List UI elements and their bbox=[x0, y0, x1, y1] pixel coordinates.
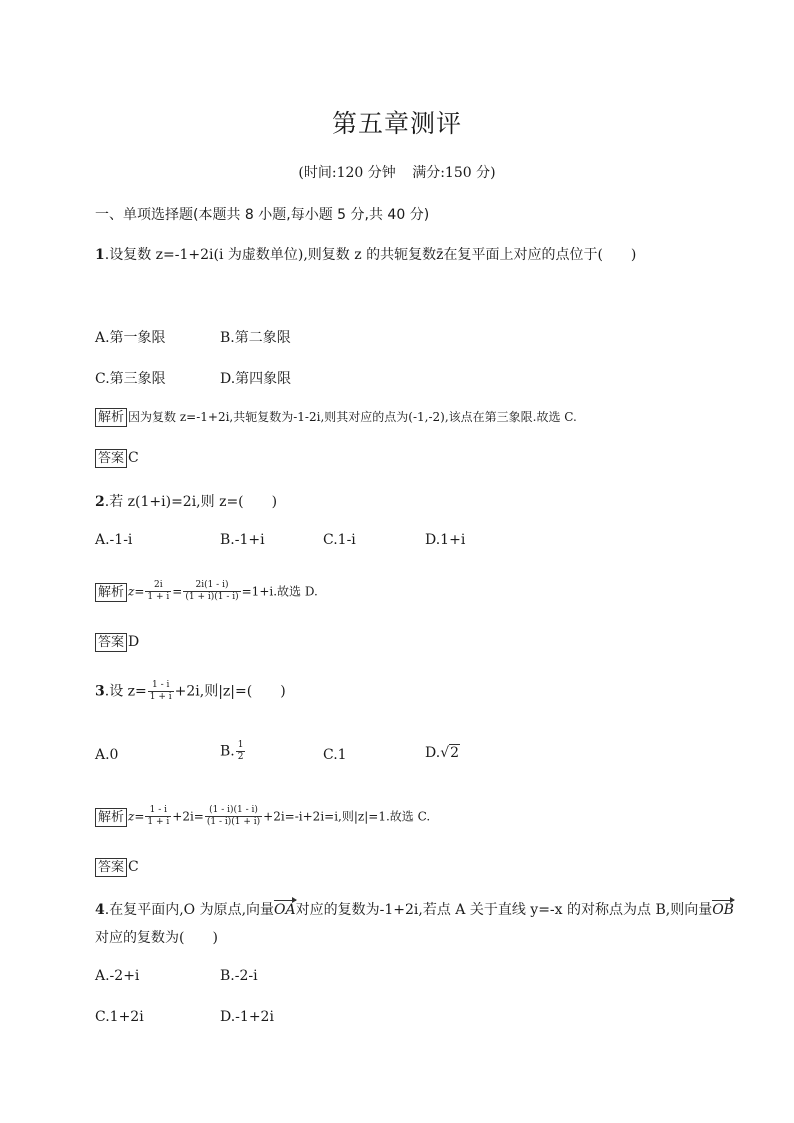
option-d[interactable]: D.第四象限 bbox=[220, 371, 292, 387]
option-a[interactable]: A.-1-i bbox=[95, 532, 133, 548]
answer-value: C bbox=[128, 859, 139, 875]
option-d[interactable]: D.-1+2i bbox=[220, 1009, 274, 1025]
answer-tag: 答案 bbox=[95, 633, 127, 652]
denominator: 1 + i bbox=[147, 817, 170, 827]
question-text: .若 z(1+i)=2i,则 z=( ) bbox=[104, 494, 278, 510]
fraction bbox=[205, 805, 262, 828]
answer-2 bbox=[95, 633, 139, 652]
option-a[interactable]: A.-2+i bbox=[95, 968, 140, 984]
denominator: (1 + i)(1 - i) bbox=[185, 592, 239, 602]
option-c[interactable]: C.第三象限 bbox=[95, 371, 166, 387]
question-text: +2i,则|z|=( ) bbox=[174, 683, 286, 700]
analysis-1 bbox=[95, 408, 577, 427]
numerator: 1 bbox=[237, 740, 244, 750]
question-4-cont: 对应的复数为( ) bbox=[95, 930, 218, 946]
analysis-tag: 解析 bbox=[95, 408, 127, 427]
solution-middle: +2i= bbox=[172, 809, 204, 824]
analysis-3 bbox=[95, 805, 430, 828]
exam-info bbox=[0, 162, 794, 182]
answer-tag: 答案 bbox=[95, 449, 127, 468]
analysis-tag: 解析 bbox=[95, 583, 127, 602]
numerator: (1 - i)(1 - i) bbox=[205, 805, 262, 817]
radicand: 2 bbox=[450, 745, 460, 761]
question-3 bbox=[95, 680, 286, 703]
question-number: 2 bbox=[95, 494, 105, 510]
question-text: 对应的复数为-1+2i,若点 A 关于直线 y=-x 的对称点为点 B,则向量 bbox=[295, 902, 713, 918]
denominator: 2 bbox=[237, 752, 244, 762]
solution-prefix: z= bbox=[128, 809, 145, 824]
option-a[interactable]: A.0 bbox=[95, 747, 119, 763]
option-b[interactable]: B.-1+i bbox=[220, 532, 265, 548]
question-number: 3 bbox=[95, 683, 105, 700]
question-4 bbox=[95, 899, 734, 919]
exam-score: 满分:150 分) bbox=[412, 165, 496, 181]
sqrt: √2 bbox=[440, 745, 460, 761]
page-title: 第五章测评 bbox=[331, 109, 462, 138]
analysis-text: 因为复数 z=-1+2i,共轭复数为-1-2i,则其对应的点为(-1,-2),该点在第三象限.故选 C. bbox=[128, 410, 577, 424]
answer-3 bbox=[95, 858, 139, 877]
answer-1 bbox=[95, 449, 139, 468]
option-d[interactable]: D.1+i bbox=[425, 532, 466, 548]
numerator: 2i(1 - i) bbox=[183, 580, 240, 592]
fraction bbox=[145, 805, 171, 828]
option-c[interactable]: C.1 bbox=[323, 747, 347, 763]
question-1 bbox=[95, 244, 636, 264]
analysis-2: 解析 z= $\frac{2i}{1 + i}$ = $\frac{2i(1 - i)}{(1 + i)(1 - i)}$ =1+i.故选 D. bbox=[95, 580, 318, 603]
fraction bbox=[183, 580, 240, 603]
denominator: (1 - i)(1 + i) bbox=[206, 817, 261, 827]
question-text: .在复平面内,O 为原点,向量 bbox=[104, 902, 275, 918]
section-heading: 一、单项选择题(本题共 8 小题,每小题 5 分,共 40 分) bbox=[95, 207, 430, 223]
vector-ob: OB bbox=[712, 902, 734, 918]
answer-tag: 答案 bbox=[95, 858, 127, 877]
denominator: 1 + i bbox=[147, 592, 170, 602]
vector-oa: OA bbox=[274, 902, 296, 918]
numerator: 2i bbox=[145, 580, 171, 592]
question-number: 1 bbox=[95, 247, 105, 263]
denominator: 1 + i bbox=[149, 692, 172, 702]
option-label: D. bbox=[425, 745, 441, 761]
option-c[interactable]: C.1-i bbox=[323, 532, 356, 548]
solution-prefix: z= bbox=[128, 584, 145, 599]
numerator: 1 - i bbox=[148, 680, 174, 692]
answer-value: D bbox=[128, 634, 140, 650]
question-text: .设 z= bbox=[104, 683, 147, 700]
option-b[interactable] bbox=[220, 740, 246, 763]
question-text: .设复数 z=-1+2i(i 为虚数单位),则复数 z 的共轭复数z̄在复平面上对应的点位于( ) bbox=[104, 247, 637, 263]
solution-suffix: +2i=-i+2i=i,则|z|=1.故选 C. bbox=[263, 809, 431, 824]
answer-value: C bbox=[128, 450, 139, 466]
question-number: 4 bbox=[95, 902, 105, 918]
solution-suffix: =1+i.故选 D. bbox=[241, 584, 318, 599]
option-b[interactable]: B.第二象限 bbox=[220, 330, 291, 346]
analysis-tag: 解析 bbox=[95, 808, 127, 827]
option-d[interactable] bbox=[425, 745, 460, 761]
fraction bbox=[145, 580, 171, 603]
option-label: B. bbox=[220, 743, 235, 760]
option-c[interactable]: C.1+2i bbox=[95, 1009, 144, 1025]
question-2 bbox=[95, 491, 277, 511]
option-b[interactable]: B.-2-i bbox=[220, 968, 258, 984]
fraction bbox=[236, 740, 246, 763]
exam-time: (时间:120 分钟 bbox=[298, 165, 396, 181]
numerator: 1 - i bbox=[145, 805, 171, 817]
option-a[interactable]: A.第一象限 bbox=[95, 330, 166, 346]
fraction bbox=[148, 680, 174, 703]
